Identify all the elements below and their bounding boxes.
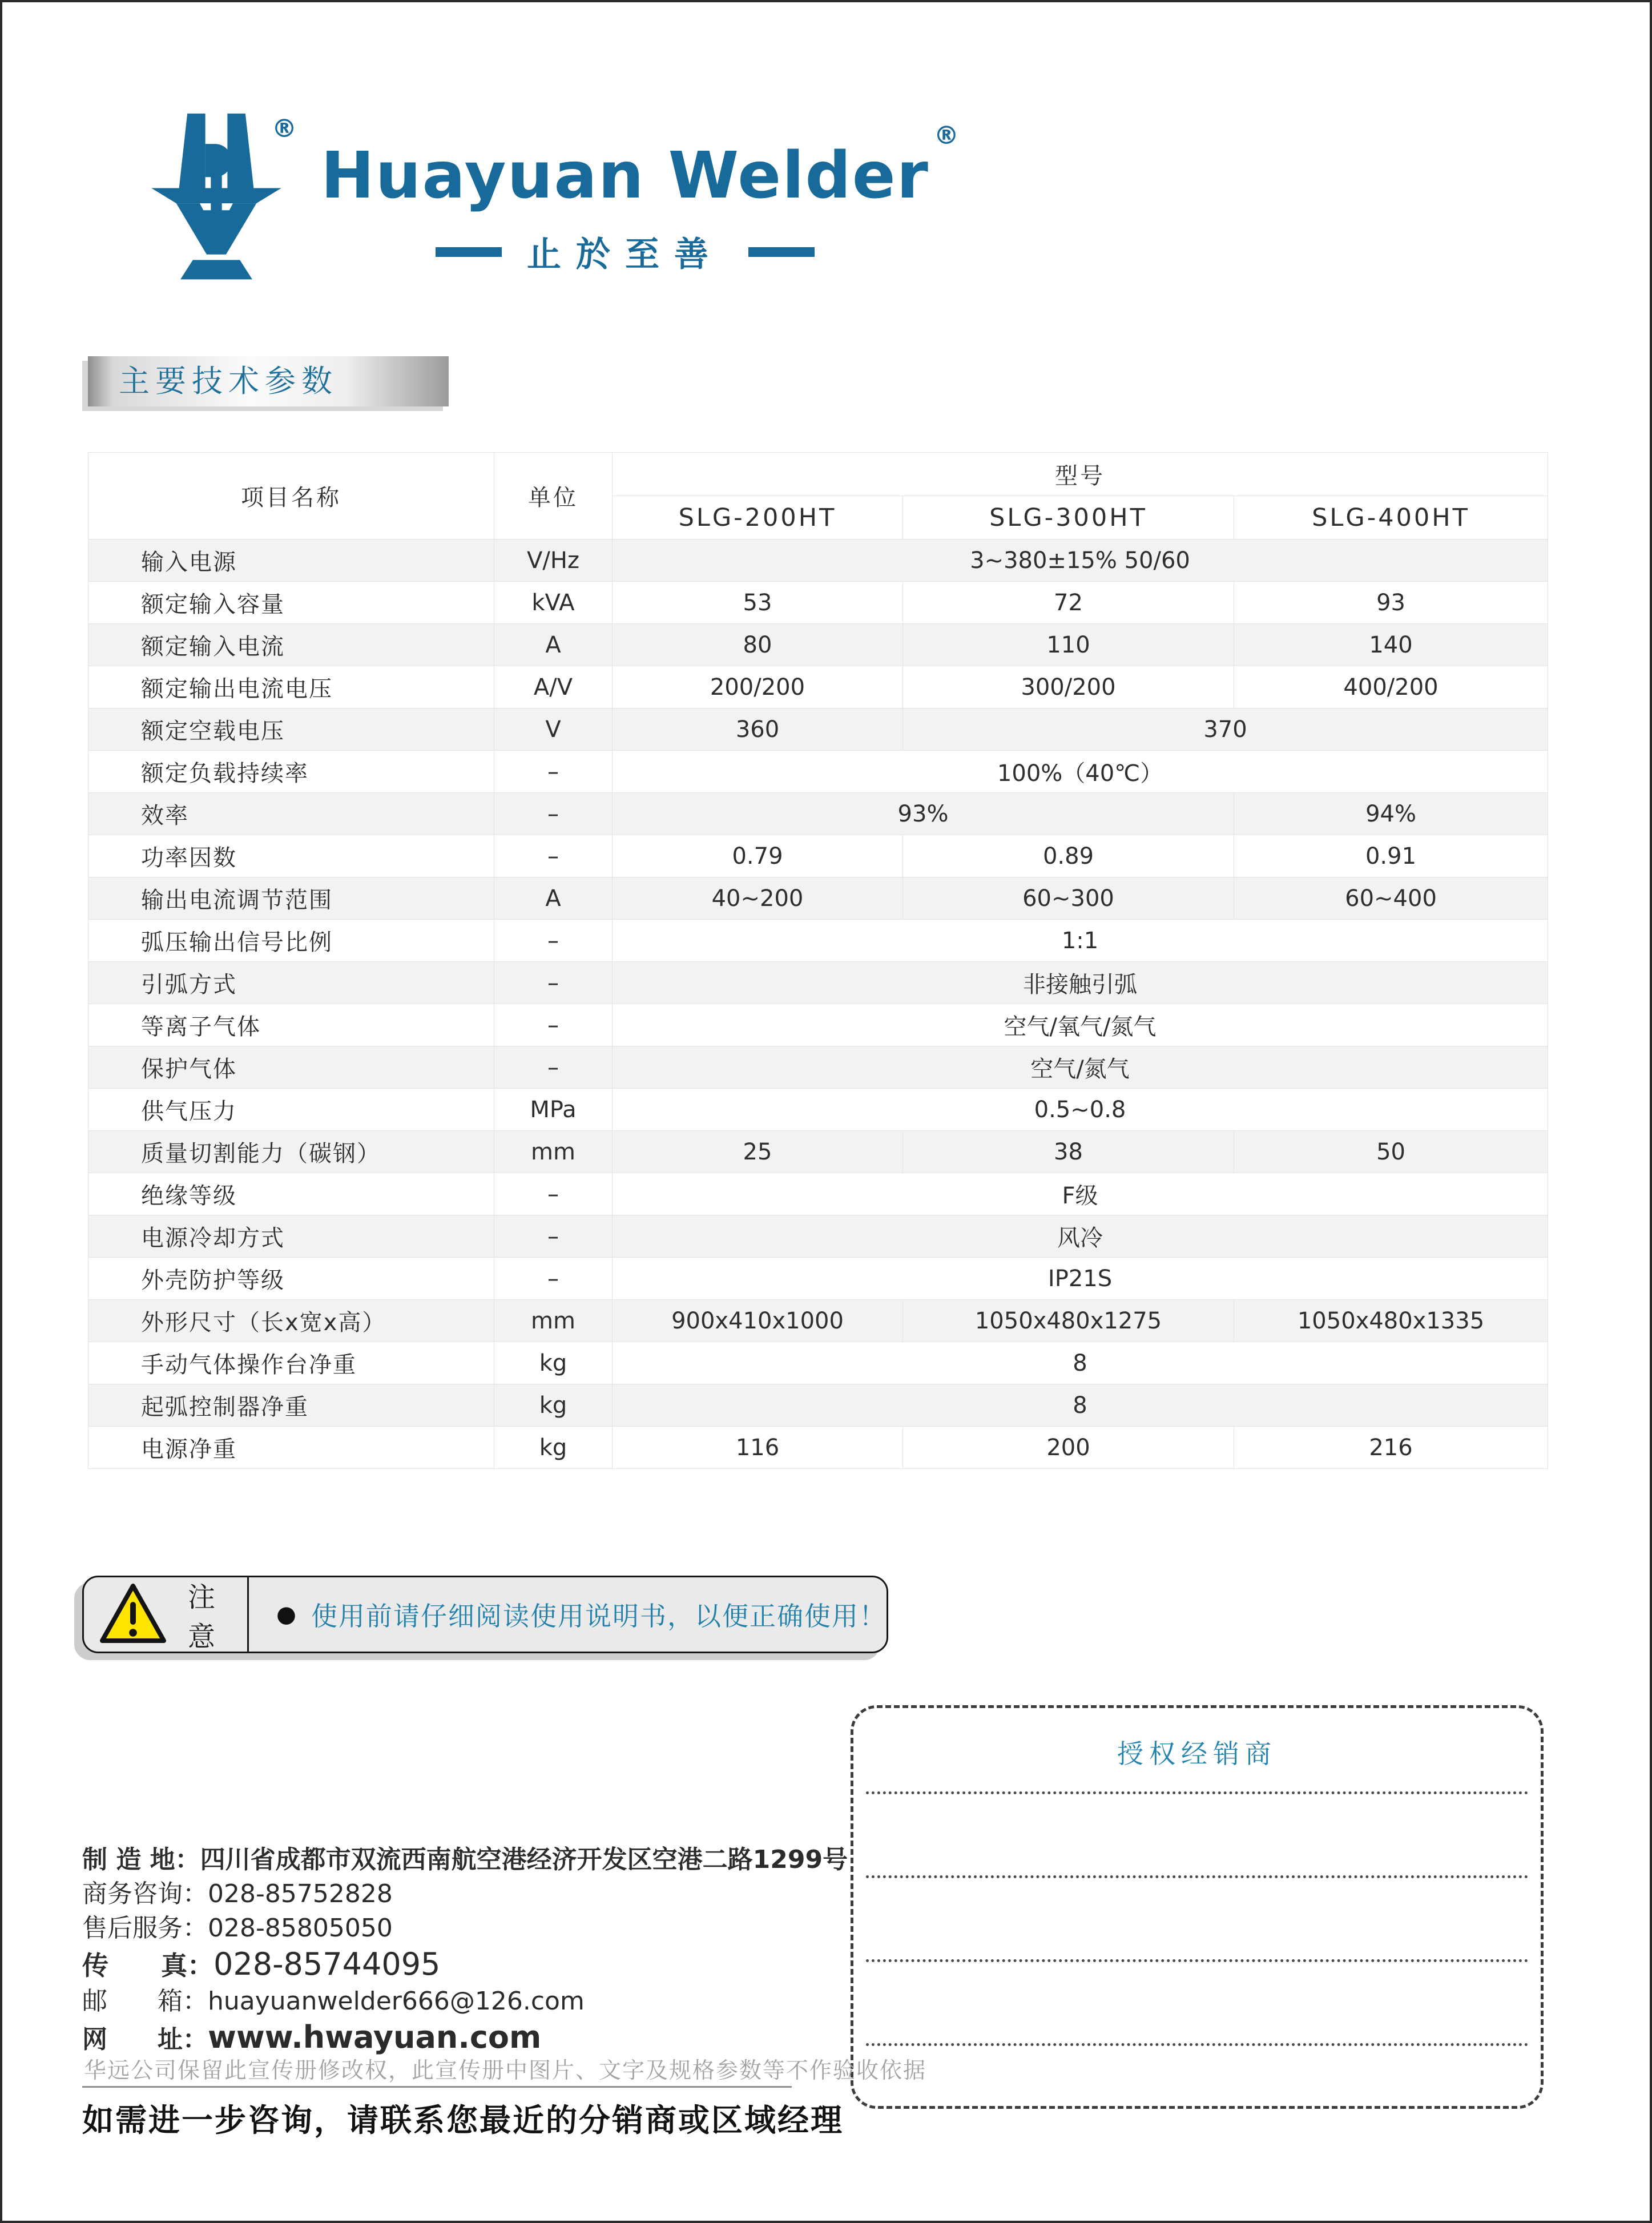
table-row: [88, 877, 1548, 920]
row-value: 8: [613, 1384, 1548, 1427]
row-value: 60~400: [1234, 877, 1548, 920]
row-value: 8: [613, 1342, 1548, 1384]
row-unit: kg: [494, 1427, 613, 1469]
row-value: 216: [1234, 1427, 1548, 1469]
contact-block: [82, 1844, 848, 2060]
row-value: 空气/氮气: [613, 1046, 1548, 1089]
row-value: 200/200: [613, 666, 903, 708]
row-value: 50: [1234, 1131, 1548, 1173]
row-value: 0.5~0.8: [613, 1089, 1548, 1131]
row-value: 0.89: [903, 835, 1234, 877]
row-unit: –: [494, 793, 613, 835]
row-unit: –: [494, 1046, 613, 1089]
row-unit: –: [494, 835, 613, 877]
row-label: 保护气体: [88, 1046, 494, 1089]
table-row: [88, 1384, 1548, 1427]
row-unit: MPa: [494, 1089, 613, 1131]
row-value: 900x410x1000: [613, 1300, 903, 1342]
table-row: [88, 1258, 1548, 1300]
contact-label: 商务咨询：: [82, 1879, 208, 1908]
tagline-dash-left-icon: [436, 247, 502, 257]
registered-mark: ®: [933, 121, 959, 150]
row-unit: A: [494, 877, 613, 920]
model-column-header: SLG-300HT: [903, 496, 1234, 539]
row-unit: V/Hz: [494, 539, 613, 582]
table-row: [88, 793, 1548, 835]
spec-table: [88, 452, 1548, 1469]
table-row: [88, 1215, 1548, 1258]
table-header-row: [88, 453, 1548, 496]
row-value: 400/200: [1234, 666, 1548, 708]
table-row: [88, 539, 1548, 582]
table-row: [88, 1342, 1548, 1384]
dealer-title: 授权经销商: [1117, 1738, 1277, 1769]
row-unit: –: [494, 1173, 613, 1215]
section-title: 主要技术参数: [119, 363, 338, 399]
contact-label: 售后服务：: [82, 1914, 208, 1943]
row-value: 1050x480x1275: [903, 1300, 1234, 1342]
row-label: 手动气体操作台净重: [88, 1342, 494, 1384]
row-value: 140: [1234, 624, 1548, 666]
section-banner: [88, 356, 449, 406]
row-unit: –: [494, 1004, 613, 1046]
row-value: 空气/氧气/氮气: [613, 1004, 1548, 1046]
row-value: 38: [903, 1131, 1234, 1173]
row-value: 1:1: [613, 920, 1548, 962]
contact-line: [82, 1947, 848, 1983]
contact-label: 制 造 地：: [82, 1845, 200, 1874]
row-label: 额定输出电流电压: [88, 666, 494, 708]
notice-divider: [247, 1577, 249, 1652]
notice-text: 使用前请仔细阅读使用说明书，以便正确使用！: [311, 1601, 887, 1632]
row-value: 94%: [1234, 793, 1548, 835]
table-row: [88, 708, 1548, 751]
row-label: 供气压力: [88, 1089, 494, 1131]
row-value: 110: [903, 624, 1234, 666]
row-unit: A/V: [494, 666, 613, 708]
row-value: 370: [903, 708, 1548, 751]
row-unit: –: [494, 962, 613, 1004]
contact-line: [82, 1912, 848, 1944]
row-unit: –: [494, 1258, 613, 1300]
row-value: 53: [613, 582, 903, 624]
model-column-header: SLG-200HT: [613, 496, 903, 539]
row-unit: mm: [494, 1131, 613, 1173]
row-value: 60~300: [903, 877, 1234, 920]
row-value: 0.91: [1234, 835, 1548, 877]
row-value: 116: [613, 1427, 903, 1469]
row-value: 40~200: [613, 877, 903, 920]
row-unit: kg: [494, 1342, 613, 1384]
row-value: F级: [613, 1173, 1548, 1215]
table-header-unit: 单位: [494, 453, 613, 539]
contact-line: [82, 1878, 848, 1910]
contact-value: 028-85752828: [208, 1879, 393, 1908]
table-row: [88, 624, 1548, 666]
row-label: 输出电流调节范围: [88, 877, 494, 920]
row-label: 质量切割能力（碳钢）: [88, 1131, 494, 1173]
row-label: 绝缘等级: [88, 1173, 494, 1215]
contact-line: [82, 1844, 848, 1876]
row-value: 200: [903, 1427, 1234, 1469]
row-value: 93%: [613, 793, 1234, 835]
contact-value: 四川省成都市双流西南航空港经济开发区空港二路1299号: [200, 1845, 848, 1874]
row-label: 电源冷却方式: [88, 1215, 494, 1258]
row-unit: V: [494, 708, 613, 751]
table-header-item: 项目名称: [88, 453, 494, 539]
row-value: 360: [613, 708, 903, 751]
row-value: 93: [1234, 582, 1548, 624]
table-row: [88, 920, 1548, 962]
row-label: 效率: [88, 793, 494, 835]
row-unit: kVA: [494, 582, 613, 624]
row-label: 功率因数: [88, 835, 494, 877]
table-row: [88, 666, 1548, 708]
contact-label: 网 址：: [82, 2025, 208, 2054]
row-label: 额定输入电流: [88, 624, 494, 666]
table-row: [88, 1300, 1548, 1342]
divider-rule: [82, 2086, 792, 2088]
table-row: [88, 962, 1548, 1004]
bullet-icon: ●: [276, 1601, 296, 1628]
row-value: 0.79: [613, 835, 903, 877]
table-header-model-group: 型号: [613, 453, 1548, 496]
row-value: IP21S: [613, 1258, 1548, 1300]
dealer-box: [851, 1705, 1544, 2109]
dealer-writing-line: [866, 1959, 1528, 1962]
contact-value: 028-85744095: [213, 1946, 441, 1982]
table-row: [88, 1089, 1548, 1131]
brand-wordmark: Huayuan Welder: [321, 139, 929, 213]
row-value: 风冷: [613, 1215, 1548, 1258]
table-row: [88, 751, 1548, 793]
dealer-writing-line: [866, 1791, 1528, 1794]
tagline-dash-right-icon: [748, 247, 815, 257]
contact-label: 邮 箱：: [82, 1987, 208, 2016]
table-row: [88, 1131, 1548, 1173]
row-unit: –: [494, 751, 613, 793]
row-label: 弧压输出信号比例: [88, 920, 494, 962]
notice-label: 注意: [188, 1581, 219, 1653]
row-label: 外形尺寸（长x宽x高）: [88, 1300, 494, 1342]
table-row: [88, 835, 1548, 877]
tagline-text: 止於至善: [526, 235, 723, 275]
row-label: 引弧方式: [88, 962, 494, 1004]
notice-box: [82, 1576, 888, 1653]
contact-line: [82, 1986, 848, 2017]
row-unit: mm: [494, 1300, 613, 1342]
table-row: [88, 582, 1548, 624]
row-label: 输入电源: [88, 539, 494, 582]
row-label: 额定负载持续率: [88, 751, 494, 793]
row-unit: A: [494, 624, 613, 666]
row-label: 额定输入容量: [88, 582, 494, 624]
contact-line: [82, 2020, 848, 2057]
dealer-writing-line: [866, 1875, 1528, 1878]
huayuan-logo-mark-icon: [145, 111, 297, 285]
registered-mark: ®: [272, 114, 297, 143]
row-value: 1050x480x1335: [1234, 1300, 1548, 1342]
dealer-writing-line: [866, 2043, 1528, 2046]
row-value: 300/200: [903, 666, 1234, 708]
table-row: [88, 1046, 1548, 1089]
row-label: 额定空载电压: [88, 708, 494, 751]
row-label: 外壳防护等级: [88, 1258, 494, 1300]
row-value: 72: [903, 582, 1234, 624]
row-unit: –: [494, 1215, 613, 1258]
table-row: [88, 1427, 1548, 1469]
footer-text: 如需进一步咨询，请联系您最近的分销商或区域经理: [82, 2102, 844, 2139]
contact-value: huayuanwelder666@126.com: [208, 1987, 585, 2016]
table-row: [88, 1173, 1548, 1215]
disclaimer-text: 华远公司保留此宣传册修改权，此宣传册中图片、文字及规格参数等不作验收依据: [84, 2058, 927, 2084]
row-label: 电源净重: [88, 1427, 494, 1469]
row-value: 100%（40℃）: [613, 751, 1548, 793]
brand-tagline: [321, 227, 929, 276]
row-label: 等离子气体: [88, 1004, 494, 1046]
row-unit: kg: [494, 1384, 613, 1427]
row-value: 25: [613, 1131, 903, 1173]
warning-triangle-icon: [100, 1584, 166, 1645]
contact-value: 028-85805050: [208, 1914, 393, 1943]
row-unit: –: [494, 920, 613, 962]
brand-logo: [145, 111, 959, 285]
contact-label: 传 真：: [82, 1950, 213, 1981]
row-value: 80: [613, 624, 903, 666]
contact-value: www.hwayuan.com: [208, 2019, 542, 2055]
row-value: 3~380±15% 50/60: [613, 539, 1548, 582]
row-value: 非接触引弧: [613, 962, 1548, 1004]
model-column-header: SLG-400HT: [1234, 496, 1548, 539]
table-row: [88, 1004, 1548, 1046]
row-label: 起弧控制器净重: [88, 1384, 494, 1427]
